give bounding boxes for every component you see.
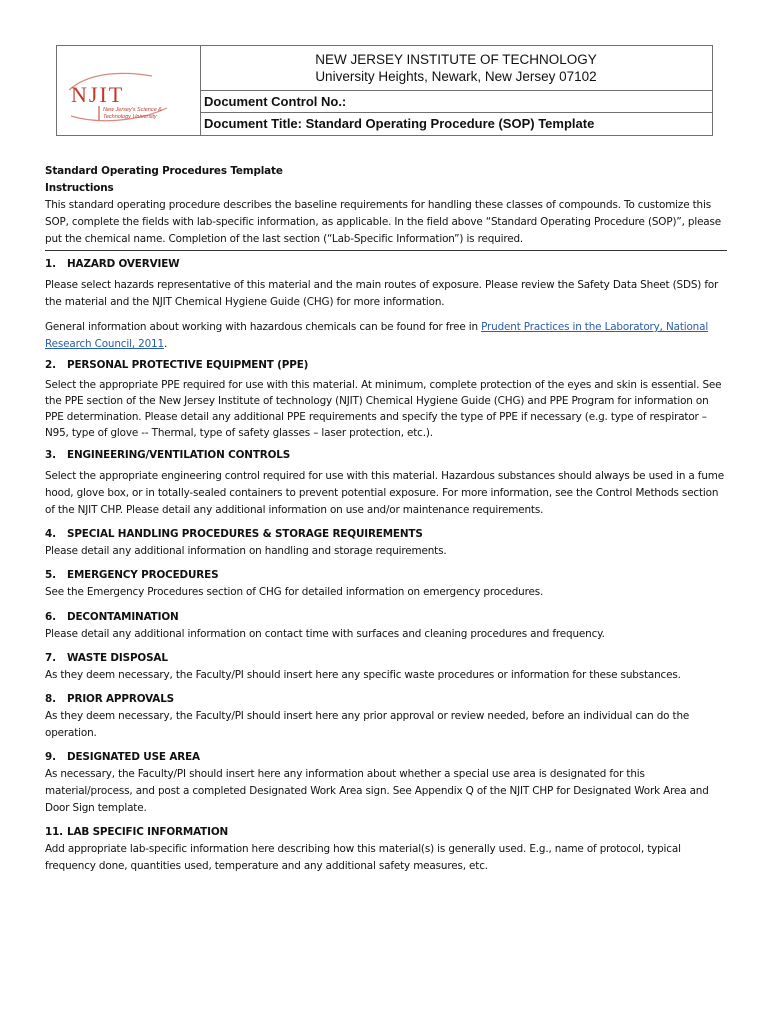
section-body: As they deem necessary, the Faculty/PI should insert here any prior approval or review needed, before an individual can do the operation. xyxy=(45,710,690,739)
section-title: 9. DESIGNATED USE AREA xyxy=(45,751,200,763)
section-title: 5. EMERGENCY PROCEDURES xyxy=(45,569,219,581)
svg-text:NJIT: NJIT xyxy=(71,82,125,107)
section-title: 7. WASTE DISPOSAL xyxy=(45,652,168,664)
section-title: 4. SPECIAL HANDLING PROCEDURES & STORAGE REQUIREMENTS xyxy=(45,528,423,540)
section-body: Please select hazards representative of this material and the main routes of exposure. Please review the Safety Data Sheet (SDS) for the material and the NJIT Chemical Hygiene Guide (CHG) for more information. xyxy=(45,279,719,308)
section-title: 1. HAZARD OVERVIEW xyxy=(45,258,180,270)
section-emergency-procedures xyxy=(45,567,727,601)
document-title: Document Title: Standard Operating Procedure (SOP) Template xyxy=(200,112,712,135)
document-control-number: Document Control No.: xyxy=(200,90,712,112)
section-body: As necessary, the Faculty/PI should insert here any information about whether a special use area is designated for this material/process, and post a completed Designated Work Area sign. See Appendix Q of the NJIT CHP for Designated Work Area and Door Sign template. xyxy=(45,768,709,814)
section-body: Please detail any additional information on handling and storage requirements. xyxy=(45,545,447,557)
section-body-general-info: General information about working with hazardous chemicals can be found for free in Prudent Practices in the Laboratory, National Research Council, 2011. xyxy=(45,321,709,350)
section-title: 6. DECONTAMINATION xyxy=(45,611,179,623)
header-info xyxy=(200,46,712,135)
section-lab-specific-information xyxy=(45,824,727,875)
prudent-practices-link[interactable]: Prudent Practices in the Laboratory, National Research Council, 2011 xyxy=(45,321,709,350)
section-ppe xyxy=(45,357,727,441)
intro-heading: Standard Operating Procedures Template xyxy=(45,165,283,177)
section-engineering-controls xyxy=(45,447,727,519)
section-designated-use-area xyxy=(45,749,727,817)
section-decontamination xyxy=(45,609,727,643)
divider xyxy=(45,250,727,251)
intro-subheading: Instructions xyxy=(45,182,114,194)
intro-body: This standard operating procedure describes the baseline requirements for handling these classes of compounds. To customize this SOP, complete the fields with lab-specific information, as applicable. In the field above “Standard Operating Procedure (SOP)”, please put the chemical name. Completion of the last section (“Lab-Specific Information”) is required. xyxy=(45,199,722,245)
section-hazard-overview xyxy=(45,256,727,353)
section-prior-approvals xyxy=(45,691,727,742)
section-special-handling xyxy=(45,526,727,560)
section-body: Please detail any additional information on contact time with surfaces and cleaning procedures and frequency. xyxy=(45,628,605,640)
logo-cell xyxy=(57,46,201,135)
document-header xyxy=(56,45,713,136)
section-title: 2. PERSONAL PROTECTIVE EQUIPMENT (PPE) xyxy=(45,359,309,371)
section-body: Add appropriate lab-specific information here describing how this material(s) is generally used. E.g., name of protocol, typical frequency done, quantities used, temperature and any additional safety measures, etc. xyxy=(45,843,681,872)
section-body: Select the appropriate PPE required for use with this material. At minimum, complete protection of the eyes and skin is essential. See the PPE section of the New Jersey Institute of technology (NJIT) Chemical Hygiene Guide (CHG) and PPE Program for information on PPE determination. Please detail any additional PPE requirements and specify the type of PPE if necessary (e.g. type of respirator – N95, type of glove -- Thermal, type of safety glasses – laser protection, etc.). xyxy=(45,379,722,439)
svg-text:Technology University: Technology University xyxy=(103,114,157,120)
svg-text:New Jersey's Science &: New Jersey's Science & xyxy=(103,107,162,113)
section-title: 11. LAB SPECIFIC INFORMATION xyxy=(45,826,229,838)
section-title: 3. ENGINEERING/VENTILATION CONTROLS xyxy=(45,449,291,461)
section-body: As they deem necessary, the Faculty/PI should insert here any specific waste procedures or information for these substances. xyxy=(45,669,681,681)
section-body: Select the appropriate engineering control required for use with this material. Hazardous substances should always be used in a fume hood, glove box, or in totally-sealed containers to prevent potential exposure. For more information, see the Control Methods section of the NJIT CHP. Please detail any additional information on use and/or maintenance requirements. xyxy=(45,470,724,516)
section-waste-disposal xyxy=(45,650,727,684)
institution-name: NEW JERSEY INSTITUTE OF TECHNOLOGY xyxy=(315,52,597,67)
institution-address: University Heights, Newark, New Jersey 07102 xyxy=(315,69,597,84)
institution-block xyxy=(200,46,712,90)
section-body: See the Emergency Procedures section of CHG for detailed information on emergency procedures. xyxy=(45,586,544,598)
section-title: 8. PRIOR APPROVALS xyxy=(45,693,174,705)
document-body xyxy=(45,163,727,875)
njit-logo xyxy=(57,46,200,135)
